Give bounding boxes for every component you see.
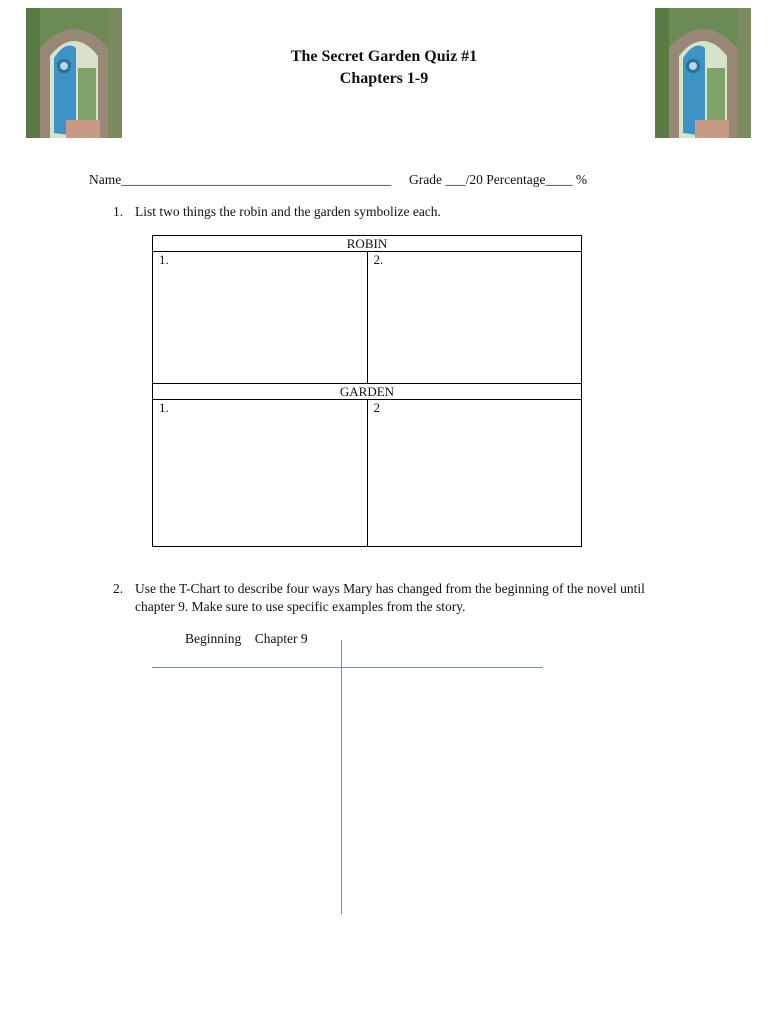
garden-cell-1-label: 1. (159, 400, 169, 415)
garden-cell-2-label: 2 (373, 400, 380, 415)
grade-line: Grade ___/20 Percentage____ % (409, 172, 588, 187)
question2-number: 2. (113, 581, 124, 596)
robin-cell-1-label: 1. (159, 252, 169, 267)
question2-line2: chapter 9. Make sure to use specific examples from the story. (135, 599, 466, 614)
tchart-left-label: Beginning (185, 631, 242, 646)
tchart-labels (185, 630, 308, 648)
garden-header: GARDEN (153, 384, 582, 400)
robin-cell-2[interactable] (367, 252, 582, 384)
tchart-horizontal-line (152, 667, 543, 668)
robin-cell-2-label: 2. (373, 252, 384, 267)
name-blank[interactable]: ________________________________________ (121, 172, 392, 187)
tchart-vertical-line (341, 640, 342, 914)
garden-cell-1[interactable] (153, 400, 368, 547)
tchart-right-label: Chapter 9 (254, 631, 308, 646)
symbol-table (152, 235, 582, 547)
quiz-title: The Secret Garden Quiz #1 (290, 48, 478, 65)
name-label: Name (89, 172, 122, 187)
garden-cell-2[interactable] (367, 400, 582, 547)
question1-text: List two things the robin and the garden symbolize each. (135, 204, 441, 219)
robin-cell-1[interactable] (153, 252, 368, 384)
name-line (89, 171, 391, 189)
robin-header: ROBIN (153, 236, 582, 252)
question2-line1: Use the T-Chart to describe four ways Mary has changed from the beginning of the novel until (135, 581, 645, 596)
question1-number: 1. (113, 204, 124, 219)
quiz-subtitle: Chapters 1-9 (339, 70, 429, 87)
